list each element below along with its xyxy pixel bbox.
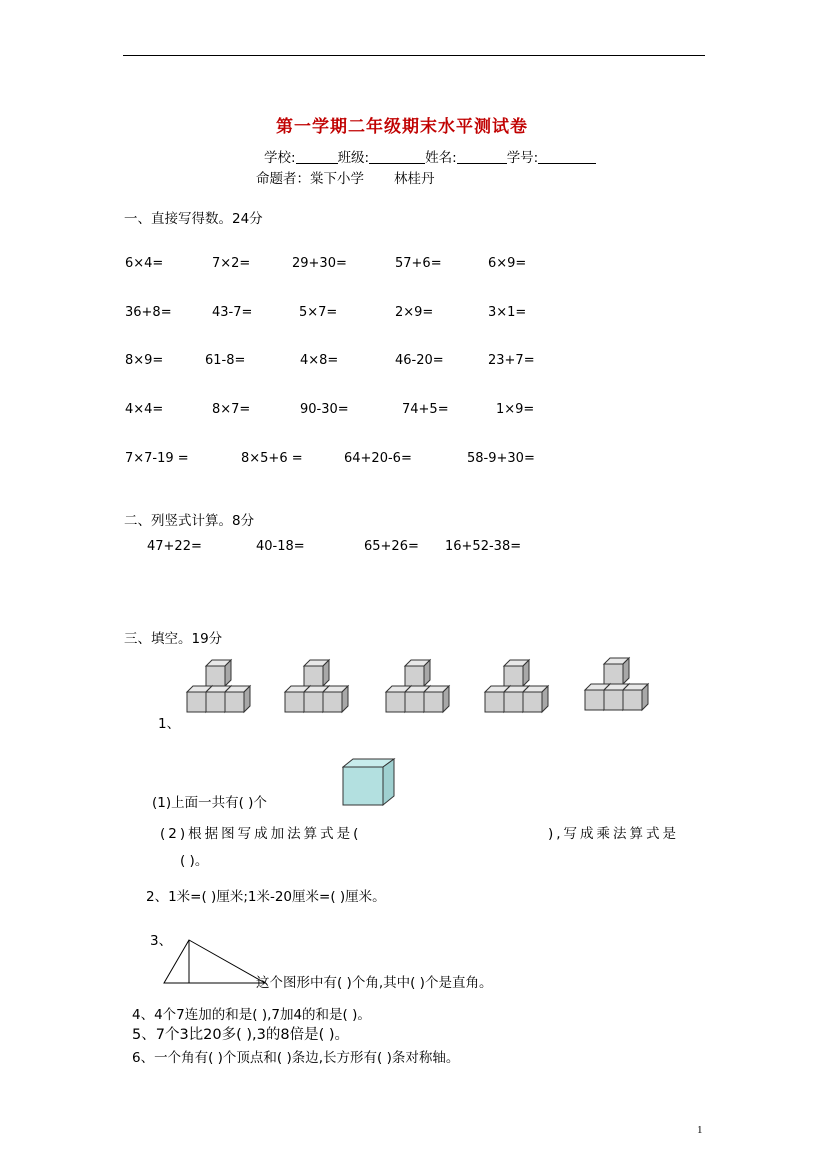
cube-group-5 bbox=[585, 658, 648, 710]
vertical-calc-item: 65+26= bbox=[364, 539, 419, 554]
q1-part1: (1)上面一共有( )个 bbox=[152, 795, 267, 811]
calc-item: 1×9= bbox=[496, 402, 535, 417]
calc-item: 2×9= bbox=[395, 305, 434, 320]
calc-item: 6×9= bbox=[488, 256, 527, 271]
cube-group-1 bbox=[187, 660, 250, 712]
class-label: 班级: bbox=[337, 150, 370, 166]
cube-group-4 bbox=[485, 660, 548, 712]
q1-part2-a: (2)根据图写成加法算式是( bbox=[160, 826, 362, 842]
section3-heading: 三、填空。19分 bbox=[124, 631, 223, 647]
single-cube-figure bbox=[342, 758, 398, 808]
class-blank bbox=[369, 149, 425, 164]
calc-item: 8×5+6 = bbox=[241, 451, 303, 466]
author-label: 命题者： bbox=[256, 171, 310, 187]
q4: 4、4个7连加的和是( ),7加4的和是( )。 bbox=[132, 1007, 371, 1023]
calc-item: 7×2= bbox=[212, 256, 251, 271]
calc-item: 5×7= bbox=[299, 305, 338, 320]
vertical-calc-item: 47+22= bbox=[147, 539, 202, 554]
calc-item: 29+30= bbox=[292, 256, 347, 271]
number-label: 学号: bbox=[506, 150, 539, 166]
q3-text: 这个图形中有( )个角,其中( )个是直角。 bbox=[256, 975, 493, 991]
calc-item: 58-9+30= bbox=[467, 451, 535, 466]
calc-item: 64+20-6= bbox=[344, 451, 412, 466]
cube-groups-figure bbox=[180, 655, 660, 720]
q3-number: 3、 bbox=[150, 933, 173, 949]
number-blank bbox=[538, 149, 596, 164]
q6: 6、一个角有( )个顶点和( )条边,长方形有( )条对称轴。 bbox=[132, 1050, 460, 1066]
calc-item: 36+8= bbox=[125, 305, 172, 320]
vertical-calc-item: 40-18= bbox=[256, 539, 305, 554]
calc-item: 74+5= bbox=[402, 402, 449, 417]
triangle-figure bbox=[160, 938, 270, 986]
page-number: 1 bbox=[697, 1124, 703, 1136]
calc-item: 46-20= bbox=[395, 353, 444, 368]
calc-item: 4×4= bbox=[125, 402, 164, 417]
header-rule bbox=[123, 55, 705, 56]
author-school: 棠下小学 bbox=[310, 171, 364, 187]
author-name: 林桂丹 bbox=[394, 171, 435, 187]
school-blank bbox=[296, 149, 338, 164]
calc-item: 3×1= bbox=[488, 305, 527, 320]
author-line bbox=[256, 167, 435, 187]
calc-item: 8×9= bbox=[125, 353, 164, 368]
calc-item: 57+6= bbox=[395, 256, 442, 271]
q5: 5、7个3比20多( ),3的8倍是( )。 bbox=[132, 1027, 350, 1043]
school-label: 学校: bbox=[264, 150, 296, 166]
calc-item: 7×7-19 = bbox=[125, 451, 189, 466]
section2-heading: 二、列竖式计算。8分 bbox=[124, 513, 255, 529]
q1-part2-c: ( )。 bbox=[180, 853, 209, 869]
cube-group-3 bbox=[386, 660, 449, 712]
calc-item: 90-30= bbox=[300, 402, 349, 417]
section1-heading: 一、直接写得数。24分 bbox=[124, 211, 263, 227]
calc-item: 61-8= bbox=[205, 353, 246, 368]
name-blank bbox=[457, 149, 507, 164]
calc-item: 6×4= bbox=[125, 256, 164, 271]
q1-number: 1、 bbox=[158, 716, 181, 732]
q2: 2、1米=( )厘米;1米-20厘米=( )厘米。 bbox=[146, 889, 386, 905]
calc-item: 8×7= bbox=[212, 402, 251, 417]
page-title: 第一学期二年级期末水平测试卷 bbox=[276, 117, 528, 137]
vertical-calc-item: 16+52-38= bbox=[445, 539, 522, 554]
q1-part2-b: ),写成乘法算式是 bbox=[548, 826, 680, 842]
calc-item: 4×8= bbox=[300, 353, 339, 368]
student-info-line bbox=[264, 146, 596, 166]
name-label: 姓名: bbox=[425, 150, 457, 166]
calc-item: 43-7= bbox=[212, 305, 253, 320]
calc-item: 23+7= bbox=[488, 353, 535, 368]
cube-group-2 bbox=[285, 660, 348, 712]
